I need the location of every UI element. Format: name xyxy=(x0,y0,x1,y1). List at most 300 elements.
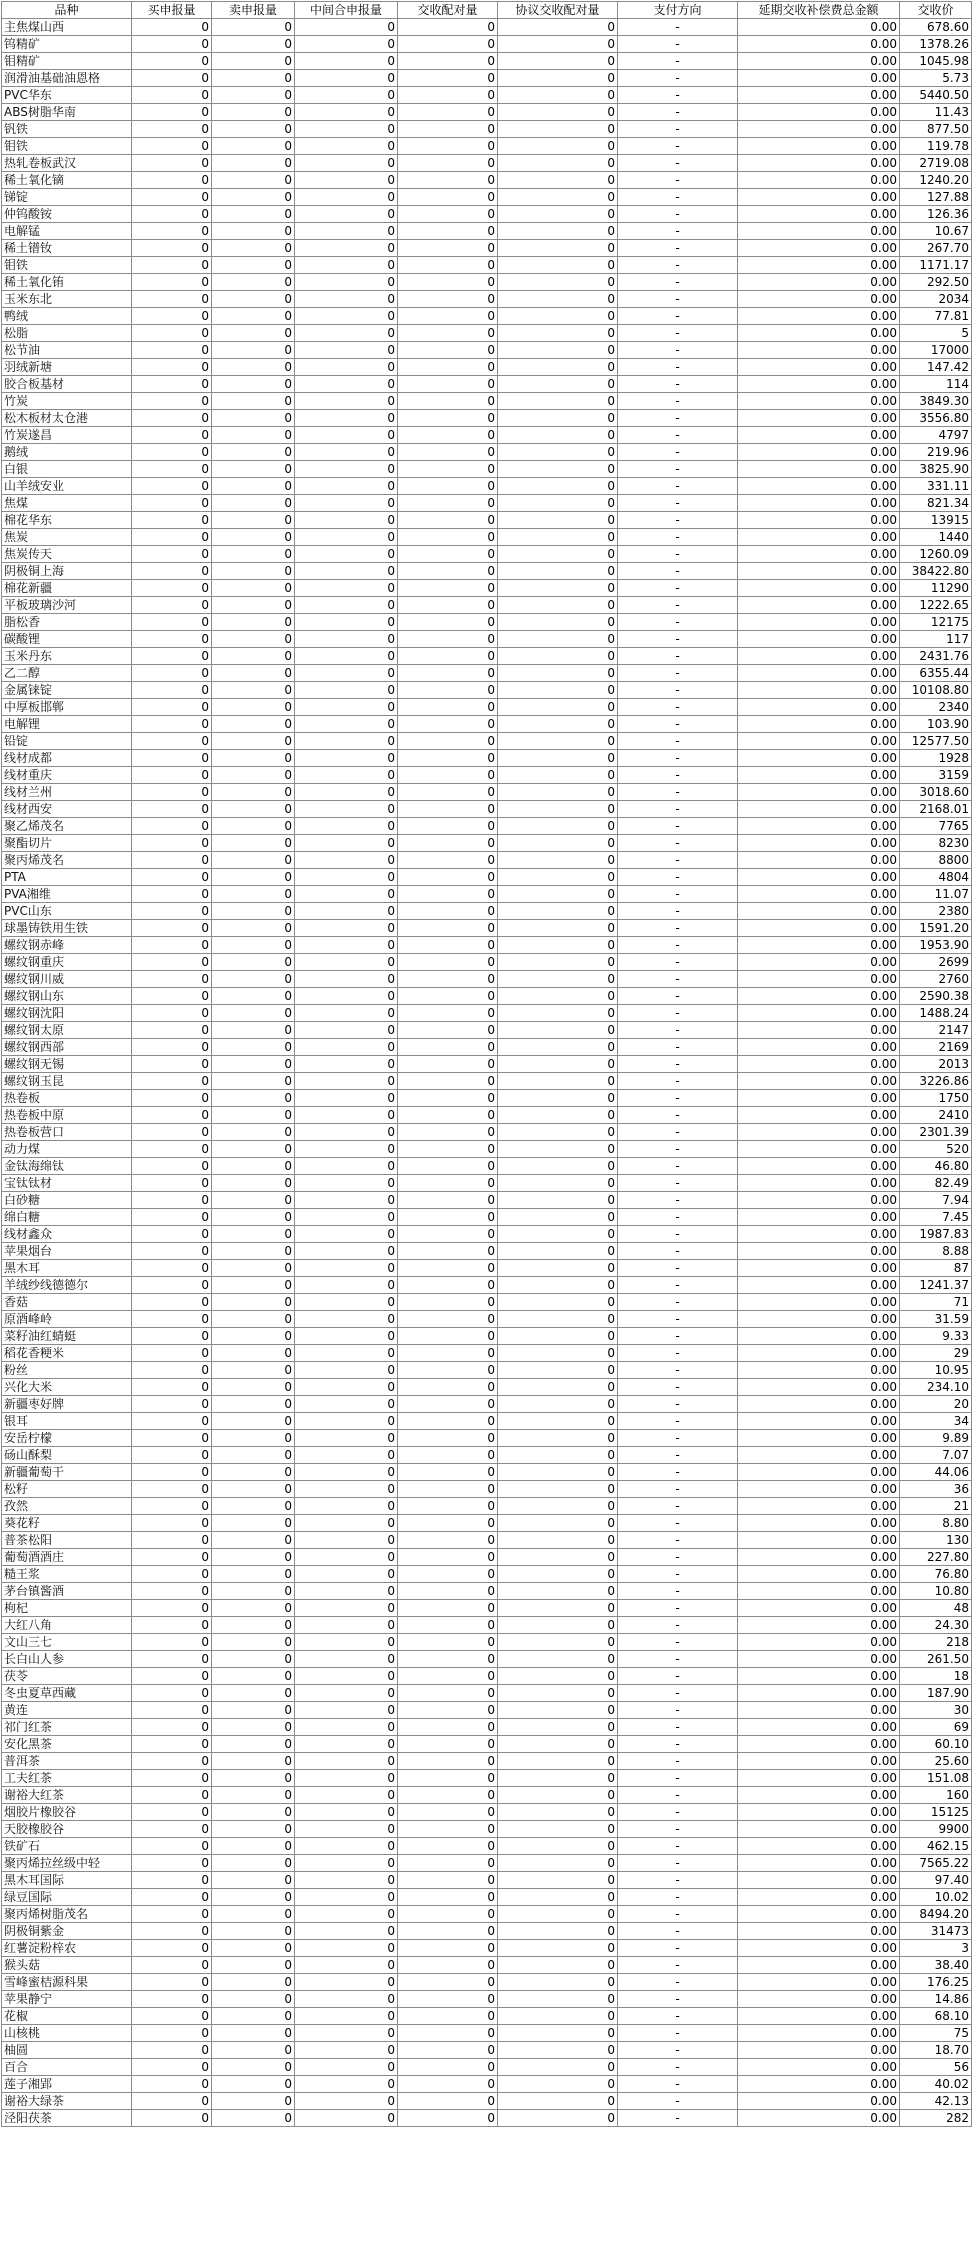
cell-delivery-price: 13915 xyxy=(900,512,972,529)
cell-agreement-matched: 0 xyxy=(498,818,618,835)
cell-deferred-compensation: 0.00 xyxy=(738,1855,900,1872)
cell-payment-direction: - xyxy=(618,563,738,580)
table-row xyxy=(2,835,972,852)
cell-agreement-matched: 0 xyxy=(498,1158,618,1175)
cell-delivery-matched: 0 xyxy=(398,1957,498,1974)
cell-middle-declared: 0 xyxy=(295,1260,398,1277)
cell-buy-declared: 0 xyxy=(132,1634,212,1651)
cell-sell-declared: 0 xyxy=(212,1549,295,1566)
cell-buy-declared: 0 xyxy=(132,988,212,1005)
cell-sell-declared: 0 xyxy=(212,1566,295,1583)
cell-delivery-price: 117 xyxy=(900,631,972,648)
cell-payment-direction: - xyxy=(618,1464,738,1481)
delivery-table-container xyxy=(1,1,972,2127)
cell-delivery-matched: 0 xyxy=(398,1022,498,1039)
cell-agreement-matched: 0 xyxy=(498,1889,618,1906)
cell-delivery-matched: 0 xyxy=(398,172,498,189)
table-row xyxy=(2,1226,972,1243)
cell-middle-declared: 0 xyxy=(295,1243,398,1260)
cell-delivery-matched: 0 xyxy=(398,1719,498,1736)
table-row xyxy=(2,1090,972,1107)
cell-buy-declared: 0 xyxy=(132,1413,212,1430)
cell-middle-declared: 0 xyxy=(295,257,398,274)
cell-buy-declared: 0 xyxy=(132,1328,212,1345)
cell-payment-direction: - xyxy=(618,1328,738,1345)
cell-variety: 茅台镇酱酒 xyxy=(2,1583,132,1600)
cell-delivery-price: 520 xyxy=(900,1141,972,1158)
cell-delivery-matched: 0 xyxy=(398,648,498,665)
cell-variety: 碳酸锂 xyxy=(2,631,132,648)
cell-delivery-matched: 0 xyxy=(398,954,498,971)
cell-deferred-compensation: 0.00 xyxy=(738,1651,900,1668)
cell-delivery-price: 87 xyxy=(900,1260,972,1277)
cell-sell-declared: 0 xyxy=(212,1277,295,1294)
cell-middle-declared: 0 xyxy=(295,155,398,172)
cell-payment-direction: - xyxy=(618,1923,738,1940)
cell-delivery-matched: 0 xyxy=(398,597,498,614)
header-deferred-compensation: 延期交收补偿费总金额 xyxy=(738,2,900,19)
cell-delivery-price: 103.90 xyxy=(900,716,972,733)
cell-delivery-matched: 0 xyxy=(398,682,498,699)
cell-variety: 钼铁 xyxy=(2,257,132,274)
cell-buy-declared: 0 xyxy=(132,869,212,886)
cell-deferred-compensation: 0.00 xyxy=(738,1974,900,1991)
table-row xyxy=(2,478,972,495)
cell-deferred-compensation: 0.00 xyxy=(738,1073,900,1090)
cell-delivery-matched: 0 xyxy=(398,546,498,563)
cell-deferred-compensation: 0.00 xyxy=(738,1124,900,1141)
cell-buy-declared: 0 xyxy=(132,1277,212,1294)
cell-sell-declared: 0 xyxy=(212,1158,295,1175)
table-row xyxy=(2,1566,972,1583)
cell-sell-declared: 0 xyxy=(212,1022,295,1039)
cell-middle-declared: 0 xyxy=(295,1600,398,1617)
cell-delivery-price: 30 xyxy=(900,1702,972,1719)
table-row xyxy=(2,1991,972,2008)
cell-middle-declared: 0 xyxy=(295,2042,398,2059)
cell-sell-declared: 0 xyxy=(212,954,295,971)
cell-agreement-matched: 0 xyxy=(498,937,618,954)
cell-buy-declared: 0 xyxy=(132,665,212,682)
cell-middle-declared: 0 xyxy=(295,1532,398,1549)
cell-variety: 黑木耳 xyxy=(2,1260,132,1277)
cell-agreement-matched: 0 xyxy=(498,87,618,104)
cell-buy-declared: 0 xyxy=(132,1838,212,1855)
cell-payment-direction: - xyxy=(618,1413,738,1430)
cell-payment-direction: - xyxy=(618,1311,738,1328)
cell-middle-declared: 0 xyxy=(295,767,398,784)
cell-sell-declared: 0 xyxy=(212,852,295,869)
cell-delivery-matched: 0 xyxy=(398,1600,498,1617)
cell-sell-declared: 0 xyxy=(212,2110,295,2127)
cell-buy-declared: 0 xyxy=(132,1617,212,1634)
table-row xyxy=(2,2008,972,2025)
cell-delivery-matched: 0 xyxy=(398,495,498,512)
cell-payment-direction: - xyxy=(618,1056,738,1073)
cell-agreement-matched: 0 xyxy=(498,665,618,682)
cell-payment-direction: - xyxy=(618,1515,738,1532)
table-row xyxy=(2,1107,972,1124)
cell-variety: 线材重庆 xyxy=(2,767,132,784)
cell-middle-declared: 0 xyxy=(295,580,398,597)
cell-buy-declared: 0 xyxy=(132,1855,212,1872)
cell-delivery-matched: 0 xyxy=(398,1668,498,1685)
cell-variety: 松木板材太仓港 xyxy=(2,410,132,427)
cell-payment-direction: - xyxy=(618,206,738,223)
cell-delivery-price: 11290 xyxy=(900,580,972,597)
cell-agreement-matched: 0 xyxy=(498,1362,618,1379)
cell-buy-declared: 0 xyxy=(132,291,212,308)
cell-variety: 热轧卷板武汉 xyxy=(2,155,132,172)
cell-deferred-compensation: 0.00 xyxy=(738,1192,900,1209)
cell-deferred-compensation: 0.00 xyxy=(738,1396,900,1413)
cell-payment-direction: - xyxy=(618,1243,738,1260)
cell-sell-declared: 0 xyxy=(212,1192,295,1209)
cell-variety: 焦炭传天 xyxy=(2,546,132,563)
cell-delivery-price: 7565.22 xyxy=(900,1855,972,1872)
cell-payment-direction: - xyxy=(618,1668,738,1685)
cell-agreement-matched: 0 xyxy=(498,1753,618,1770)
cell-payment-direction: - xyxy=(618,1158,738,1175)
cell-payment-direction: - xyxy=(618,1702,738,1719)
cell-middle-declared: 0 xyxy=(295,1277,398,1294)
cell-delivery-price: 2699 xyxy=(900,954,972,971)
cell-middle-declared: 0 xyxy=(295,903,398,920)
cell-buy-declared: 0 xyxy=(132,1753,212,1770)
cell-delivery-price: 8230 xyxy=(900,835,972,852)
cell-variety: 钨精矿 xyxy=(2,36,132,53)
cell-delivery-matched: 0 xyxy=(398,1413,498,1430)
cell-payment-direction: - xyxy=(618,308,738,325)
cell-deferred-compensation: 0.00 xyxy=(738,1090,900,1107)
cell-payment-direction: - xyxy=(618,546,738,563)
cell-delivery-matched: 0 xyxy=(398,53,498,70)
cell-buy-declared: 0 xyxy=(132,1974,212,1991)
cell-payment-direction: - xyxy=(618,1957,738,1974)
cell-sell-declared: 0 xyxy=(212,1396,295,1413)
cell-buy-declared: 0 xyxy=(132,87,212,104)
cell-deferred-compensation: 0.00 xyxy=(738,478,900,495)
cell-variety: PVA湘维 xyxy=(2,886,132,903)
cell-agreement-matched: 0 xyxy=(498,189,618,206)
cell-middle-declared: 0 xyxy=(295,2059,398,2076)
cell-variety: PVC山东 xyxy=(2,903,132,920)
table-row xyxy=(2,2025,972,2042)
cell-deferred-compensation: 0.00 xyxy=(738,359,900,376)
cell-payment-direction: - xyxy=(618,1294,738,1311)
cell-payment-direction: - xyxy=(618,2008,738,2025)
cell-payment-direction: - xyxy=(618,2076,738,2093)
cell-sell-declared: 0 xyxy=(212,1991,295,2008)
cell-delivery-price: 7.07 xyxy=(900,1447,972,1464)
cell-deferred-compensation: 0.00 xyxy=(738,682,900,699)
cell-agreement-matched: 0 xyxy=(498,1940,618,1957)
table-row xyxy=(2,1141,972,1158)
cell-payment-direction: - xyxy=(618,1838,738,1855)
cell-agreement-matched: 0 xyxy=(498,206,618,223)
cell-variety: 苹果烟台 xyxy=(2,1243,132,1260)
table-row xyxy=(2,1736,972,1753)
cell-delivery-matched: 0 xyxy=(398,529,498,546)
cell-sell-declared: 0 xyxy=(212,342,295,359)
cell-middle-declared: 0 xyxy=(295,1396,398,1413)
cell-agreement-matched: 0 xyxy=(498,1379,618,1396)
cell-buy-declared: 0 xyxy=(132,274,212,291)
cell-delivery-matched: 0 xyxy=(398,631,498,648)
table-row xyxy=(2,784,972,801)
cell-delivery-price: 8494.20 xyxy=(900,1906,972,1923)
cell-middle-declared: 0 xyxy=(295,1940,398,1957)
cell-delivery-price: 97.40 xyxy=(900,1872,972,1889)
cell-delivery-price: 10.95 xyxy=(900,1362,972,1379)
cell-agreement-matched: 0 xyxy=(498,971,618,988)
cell-agreement-matched: 0 xyxy=(498,852,618,869)
cell-sell-declared: 0 xyxy=(212,1413,295,1430)
cell-sell-declared: 0 xyxy=(212,1685,295,1702)
cell-deferred-compensation: 0.00 xyxy=(738,53,900,70)
cell-middle-declared: 0 xyxy=(295,937,398,954)
cell-variety: 铅锭 xyxy=(2,733,132,750)
cell-buy-declared: 0 xyxy=(132,1260,212,1277)
cell-delivery-price: 76.80 xyxy=(900,1566,972,1583)
cell-deferred-compensation: 0.00 xyxy=(738,750,900,767)
cell-delivery-matched: 0 xyxy=(398,1566,498,1583)
cell-buy-declared: 0 xyxy=(132,716,212,733)
cell-delivery-price: 10.67 xyxy=(900,223,972,240)
cell-buy-declared: 0 xyxy=(132,444,212,461)
cell-sell-declared: 0 xyxy=(212,274,295,291)
cell-payment-direction: - xyxy=(618,1396,738,1413)
cell-deferred-compensation: 0.00 xyxy=(738,2093,900,2110)
table-row xyxy=(2,1243,972,1260)
cell-middle-declared: 0 xyxy=(295,835,398,852)
cell-middle-declared: 0 xyxy=(295,1481,398,1498)
cell-variety: 稀土氧化镝 xyxy=(2,172,132,189)
cell-variety: 兴化大米 xyxy=(2,1379,132,1396)
cell-delivery-price: 48 xyxy=(900,1600,972,1617)
cell-payment-direction: - xyxy=(618,869,738,886)
cell-agreement-matched: 0 xyxy=(498,1617,618,1634)
cell-sell-declared: 0 xyxy=(212,1226,295,1243)
cell-delivery-matched: 0 xyxy=(398,1209,498,1226)
cell-deferred-compensation: 0.00 xyxy=(738,257,900,274)
cell-sell-declared: 0 xyxy=(212,1736,295,1753)
cell-middle-declared: 0 xyxy=(295,1855,398,1872)
cell-buy-declared: 0 xyxy=(132,53,212,70)
cell-variety: 聚酯切片 xyxy=(2,835,132,852)
cell-variety: 工夫红茶 xyxy=(2,1770,132,1787)
table-row xyxy=(2,631,972,648)
cell-middle-declared: 0 xyxy=(295,2110,398,2127)
table-row xyxy=(2,1957,972,1974)
cell-deferred-compensation: 0.00 xyxy=(738,648,900,665)
cell-delivery-matched: 0 xyxy=(398,1107,498,1124)
cell-delivery-price: 10108.80 xyxy=(900,682,972,699)
cell-agreement-matched: 0 xyxy=(498,784,618,801)
cell-buy-declared: 0 xyxy=(132,138,212,155)
cell-deferred-compensation: 0.00 xyxy=(738,1702,900,1719)
cell-variety: 线材西安 xyxy=(2,801,132,818)
cell-sell-declared: 0 xyxy=(212,87,295,104)
cell-delivery-matched: 0 xyxy=(398,1056,498,1073)
cell-buy-declared: 0 xyxy=(132,1294,212,1311)
cell-delivery-matched: 0 xyxy=(398,1090,498,1107)
table-row xyxy=(2,682,972,699)
cell-payment-direction: - xyxy=(618,1260,738,1277)
table-row xyxy=(2,937,972,954)
cell-variety: 钼铁 xyxy=(2,138,132,155)
cell-buy-declared: 0 xyxy=(132,2042,212,2059)
cell-deferred-compensation: 0.00 xyxy=(738,1005,900,1022)
cell-payment-direction: - xyxy=(618,359,738,376)
cell-middle-declared: 0 xyxy=(295,1702,398,1719)
cell-delivery-price: 2168.01 xyxy=(900,801,972,818)
cell-variety: 粉丝 xyxy=(2,1362,132,1379)
table-row xyxy=(2,1974,972,1991)
cell-variety: 螺纹钢无锡 xyxy=(2,1056,132,1073)
cell-deferred-compensation: 0.00 xyxy=(738,1311,900,1328)
cell-agreement-matched: 0 xyxy=(498,1821,618,1838)
cell-variety: 砀山酥梨 xyxy=(2,1447,132,1464)
cell-variety: 安岳柠檬 xyxy=(2,1430,132,1447)
cell-delivery-matched: 0 xyxy=(398,2042,498,2059)
table-row xyxy=(2,1464,972,1481)
cell-agreement-matched: 0 xyxy=(498,1073,618,1090)
cell-payment-direction: - xyxy=(618,801,738,818)
cell-variety: 银耳 xyxy=(2,1413,132,1430)
cell-sell-declared: 0 xyxy=(212,716,295,733)
cell-agreement-matched: 0 xyxy=(498,1260,618,1277)
cell-middle-declared: 0 xyxy=(295,1872,398,1889)
cell-middle-declared: 0 xyxy=(295,1311,398,1328)
cell-agreement-matched: 0 xyxy=(498,2008,618,2025)
cell-deferred-compensation: 0.00 xyxy=(738,1294,900,1311)
cell-delivery-matched: 0 xyxy=(398,903,498,920)
cell-delivery-matched: 0 xyxy=(398,665,498,682)
cell-deferred-compensation: 0.00 xyxy=(738,937,900,954)
cell-delivery-price: 331.11 xyxy=(900,478,972,495)
cell-deferred-compensation: 0.00 xyxy=(738,1923,900,1940)
cell-deferred-compensation: 0.00 xyxy=(738,189,900,206)
cell-delivery-price: 4804 xyxy=(900,869,972,886)
cell-deferred-compensation: 0.00 xyxy=(738,1243,900,1260)
table-row xyxy=(2,1906,972,1923)
cell-delivery-matched: 0 xyxy=(398,801,498,818)
cell-buy-declared: 0 xyxy=(132,971,212,988)
cell-variety: 枸杞 xyxy=(2,1600,132,1617)
cell-payment-direction: - xyxy=(618,155,738,172)
cell-payment-direction: - xyxy=(618,427,738,444)
cell-variety: 鹅绒 xyxy=(2,444,132,461)
table-row xyxy=(2,665,972,682)
cell-agreement-matched: 0 xyxy=(498,1600,618,1617)
table-row xyxy=(2,359,972,376)
cell-delivery-matched: 0 xyxy=(398,580,498,597)
cell-middle-declared: 0 xyxy=(295,648,398,665)
cell-middle-declared: 0 xyxy=(295,1549,398,1566)
cell-delivery-price: 44.06 xyxy=(900,1464,972,1481)
cell-middle-declared: 0 xyxy=(295,597,398,614)
cell-middle-declared: 0 xyxy=(295,1447,398,1464)
cell-payment-direction: - xyxy=(618,1889,738,1906)
cell-payment-direction: - xyxy=(618,1362,738,1379)
cell-buy-declared: 0 xyxy=(132,563,212,580)
cell-variety: 电解锰 xyxy=(2,223,132,240)
cell-agreement-matched: 0 xyxy=(498,138,618,155)
cell-deferred-compensation: 0.00 xyxy=(738,1668,900,1685)
cell-middle-declared: 0 xyxy=(295,750,398,767)
cell-delivery-price: 114 xyxy=(900,376,972,393)
cell-sell-declared: 0 xyxy=(212,19,295,36)
cell-sell-declared: 0 xyxy=(212,801,295,818)
cell-variety: 螺纹钢重庆 xyxy=(2,954,132,971)
cell-deferred-compensation: 0.00 xyxy=(738,563,900,580)
cell-delivery-price: 4797 xyxy=(900,427,972,444)
cell-middle-declared: 0 xyxy=(295,512,398,529)
cell-buy-declared: 0 xyxy=(132,801,212,818)
cell-deferred-compensation: 0.00 xyxy=(738,410,900,427)
cell-delivery-price: 2410 xyxy=(900,1107,972,1124)
cell-buy-declared: 0 xyxy=(132,410,212,427)
cell-deferred-compensation: 0.00 xyxy=(738,104,900,121)
cell-buy-declared: 0 xyxy=(132,1005,212,1022)
cell-variety: 孜然 xyxy=(2,1498,132,1515)
cell-variety: 胶合板基材 xyxy=(2,376,132,393)
cell-sell-declared: 0 xyxy=(212,529,295,546)
table-row xyxy=(2,903,972,920)
cell-sell-declared: 0 xyxy=(212,1855,295,1872)
cell-delivery-matched: 0 xyxy=(398,835,498,852)
cell-delivery-price: 187.90 xyxy=(900,1685,972,1702)
cell-middle-declared: 0 xyxy=(295,1464,398,1481)
table-row xyxy=(2,1549,972,1566)
table-row xyxy=(2,1481,972,1498)
cell-agreement-matched: 0 xyxy=(498,1141,618,1158)
table-row xyxy=(2,1447,972,1464)
cell-middle-declared: 0 xyxy=(295,546,398,563)
cell-delivery-price: 77.81 xyxy=(900,308,972,325)
cell-buy-declared: 0 xyxy=(132,325,212,342)
cell-middle-declared: 0 xyxy=(295,36,398,53)
cell-payment-direction: - xyxy=(618,53,738,70)
cell-sell-declared: 0 xyxy=(212,461,295,478)
cell-delivery-price: 12175 xyxy=(900,614,972,631)
cell-buy-declared: 0 xyxy=(132,1124,212,1141)
cell-middle-declared: 0 xyxy=(295,1498,398,1515)
cell-variety: 金属铼锭 xyxy=(2,682,132,699)
cell-deferred-compensation: 0.00 xyxy=(738,1141,900,1158)
cell-deferred-compensation: 0.00 xyxy=(738,1039,900,1056)
cell-delivery-price: 261.50 xyxy=(900,1651,972,1668)
table-row xyxy=(2,1855,972,1872)
table-row xyxy=(2,546,972,563)
cell-delivery-matched: 0 xyxy=(398,1770,498,1787)
cell-payment-direction: - xyxy=(618,121,738,138)
cell-agreement-matched: 0 xyxy=(498,1481,618,1498)
cell-delivery-matched: 0 xyxy=(398,1362,498,1379)
cell-delivery-matched: 0 xyxy=(398,1141,498,1158)
table-row xyxy=(2,920,972,937)
cell-deferred-compensation: 0.00 xyxy=(738,155,900,172)
cell-variety: 新疆葡萄干 xyxy=(2,1464,132,1481)
cell-delivery-price: 160 xyxy=(900,1787,972,1804)
cell-agreement-matched: 0 xyxy=(498,2042,618,2059)
cell-deferred-compensation: 0.00 xyxy=(738,1906,900,1923)
table-row xyxy=(2,597,972,614)
cell-variety: 仲钨酸铵 xyxy=(2,206,132,223)
cell-payment-direction: - xyxy=(618,631,738,648)
cell-payment-direction: - xyxy=(618,2042,738,2059)
